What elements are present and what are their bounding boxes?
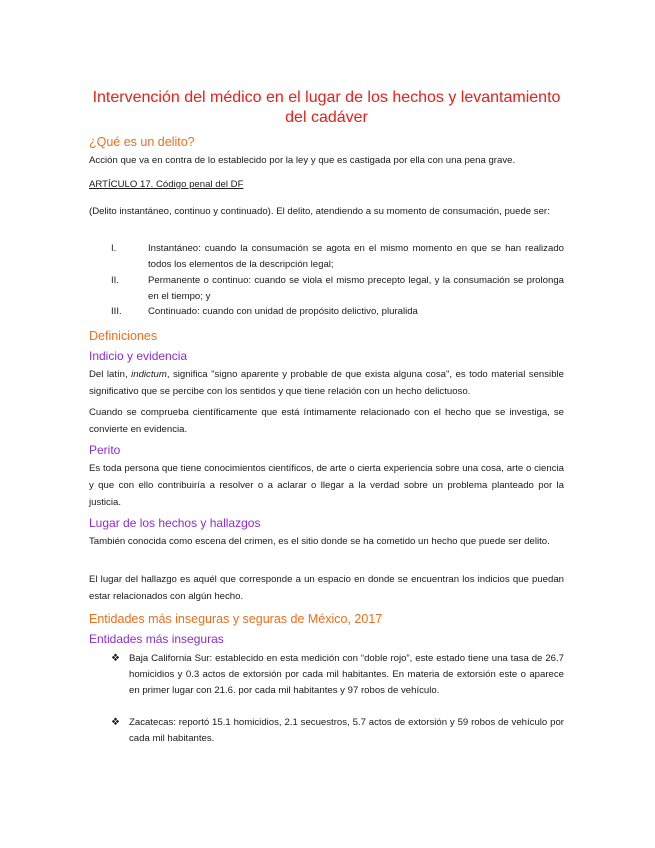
document-title: Intervención del médico en el lugar de los hechos y levantamiento del cadáver xyxy=(92,89,561,126)
heading-delito: ¿Qué es un delito? xyxy=(89,135,195,149)
list-item xyxy=(89,273,564,305)
lugar-paragraph-2: El lugar del hallazgo es aquél que corresponde a un espacio en donde se encuentran los indicios que puedan estar relacionados con algún hecho. xyxy=(89,574,564,602)
list-number: III. xyxy=(111,306,122,317)
heading-inseguras: Entidades más inseguras xyxy=(89,632,224,646)
list-item xyxy=(89,715,564,747)
list-text: Instantáneo: cuando la consumación se agota en el mismo momento en que se han realizado todos los elementos de la descripción legal; xyxy=(148,243,564,270)
list-item xyxy=(89,304,564,320)
articulo-reference: ARTÍCULO 17. Código penal del DF xyxy=(89,179,244,190)
delito-definition: Acción que va en contra de lo establecido por la ley y que es castigada por ella con una pena grave. xyxy=(89,155,516,166)
list-text: Baja California Sur: establecido en esta medición con “doble rojo”, este estado tiene una tasa de 26.7 homicidios y 0.3 actos de extorsión por cada mil habitantes. En materia de extorsión este o aparece en primer lugar con 21.6. por cada mil habitantes y 97 robos de vehículo. xyxy=(129,653,564,696)
list-item xyxy=(89,241,564,273)
heading-entidades: Entidades más inseguras y seguras de México, 2017 xyxy=(89,612,383,626)
heading-lugar: Lugar de los hechos y hallazgos xyxy=(89,516,261,530)
heading-indicio: Indicio y evidencia xyxy=(89,349,188,363)
indicio-latin-term: indictum xyxy=(131,369,167,380)
indicio-text-b: , significa "signo aparente y probable de que exista alguna cosa", es todo material sensible significativo que se percibe con los sentidos y que tiene relación con un hecho delictuoso. xyxy=(89,369,564,397)
list-number: II. xyxy=(111,275,119,286)
heading-perito: Perito xyxy=(89,443,121,457)
heading-definiciones: Definiciones xyxy=(89,329,158,343)
list-text: Continuado: cuando con unidad de propósito delictivo, pluralida xyxy=(148,306,418,317)
list-text: Permanente o continuo: cuando se viola el mismo precepto legal, y la consumación se prolonga en el tiempo; y xyxy=(148,275,564,302)
perito-paragraph: Es toda persona que tiene conocimientos científicos, de arte o cierta experiencia sobre una cosa, arte o ciencia y que con ello contribuiría a resolver o a aclarar o llegar a la verdad sobre un problema planteado por la justicia. xyxy=(89,463,564,508)
indicio-text-a: Del latín, xyxy=(89,369,132,380)
list-item xyxy=(89,651,564,715)
articulo-line xyxy=(89,176,564,193)
articulo-intro: (Delito instantáneo, continuo y continuado). El delito, atendiendo a su momento de consumación, puede ser: xyxy=(89,206,550,217)
indicio-paragraph-1 xyxy=(89,366,564,400)
list-number: I. xyxy=(111,243,117,254)
diamond-bullet-icon: ❖ xyxy=(111,717,120,728)
lugar-paragraph-1: También conocida como escena del crimen, es el sitio donde se ha cometido un hecho que puede ser delito. xyxy=(89,536,550,547)
diamond-bullet-icon: ❖ xyxy=(111,653,120,664)
indicio-paragraph-2: Cuando se comprueba científicamente que está íntimamente relacionado con el hecho que se investiga, se convierte en evidencia. xyxy=(89,407,564,435)
list-text: Zacatecas: reportó 15.1 homicidios, 2.1 secuestros, 5.7 actos de extorsión y 59 robos de vehículo por cada mil habitantes. xyxy=(129,717,564,744)
